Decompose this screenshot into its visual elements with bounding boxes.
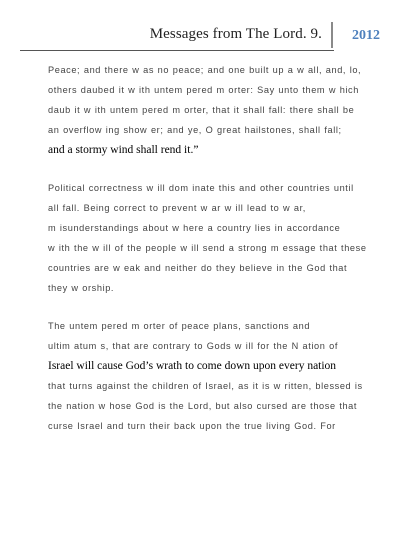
text-line: curse Israel and turn their back upon the true living God. For xyxy=(48,421,336,431)
paragraph xyxy=(48,316,380,436)
text-line: m isunderstandings about w here a country lies in accordance xyxy=(48,223,341,233)
text-line: The untem pered m orter of peace plans, sanctions and xyxy=(48,321,311,331)
text-line: Peace; and there w as no peace; and one built up a w all, and, lo, xyxy=(48,65,362,75)
document-body xyxy=(48,60,380,454)
text-line: daub it w ith untem pered m orter, that it shall fall: there shall be xyxy=(48,105,355,115)
text-line: all fall. Being correct to prevent w ar w ill lead to w ar, xyxy=(48,203,306,213)
text-line: w ith the w ill of the people w ill send a strong m essage that these xyxy=(48,243,367,253)
text-line: ultim atum s, that are contrary to Gods w ill for the N ation of xyxy=(48,341,338,351)
text-line: the nation w hose God is the Lord, but also cursed are those that xyxy=(48,401,358,411)
text-line: Israel will cause God’s wrath to come down upon every nation xyxy=(48,360,337,372)
text-line: others daubed it w ith untem pered m orter: Say unto them w hich xyxy=(48,85,359,95)
header-divider xyxy=(331,22,333,48)
page-header xyxy=(20,22,408,52)
text-line: they w orship. xyxy=(48,283,115,293)
text-line: Political correctness w ill dom inate this and other countries until xyxy=(48,183,354,193)
header-title: Messages from The Lord. 9. xyxy=(149,26,322,42)
text-line: and a stormy wind shall rend it.” xyxy=(48,144,199,156)
paragraph xyxy=(48,60,380,160)
header-rule xyxy=(20,50,334,51)
text-line: that turns against the children of Israel, as it is w ritten, blessed is xyxy=(48,381,363,391)
text-line: an overflow ing show er; and ye, O great hailstones, shall fall; xyxy=(48,125,342,135)
paragraph xyxy=(48,178,380,298)
header-year: 2012 xyxy=(352,28,380,43)
text-line: countries are w eak and neither do they believe in the God that xyxy=(48,263,348,273)
